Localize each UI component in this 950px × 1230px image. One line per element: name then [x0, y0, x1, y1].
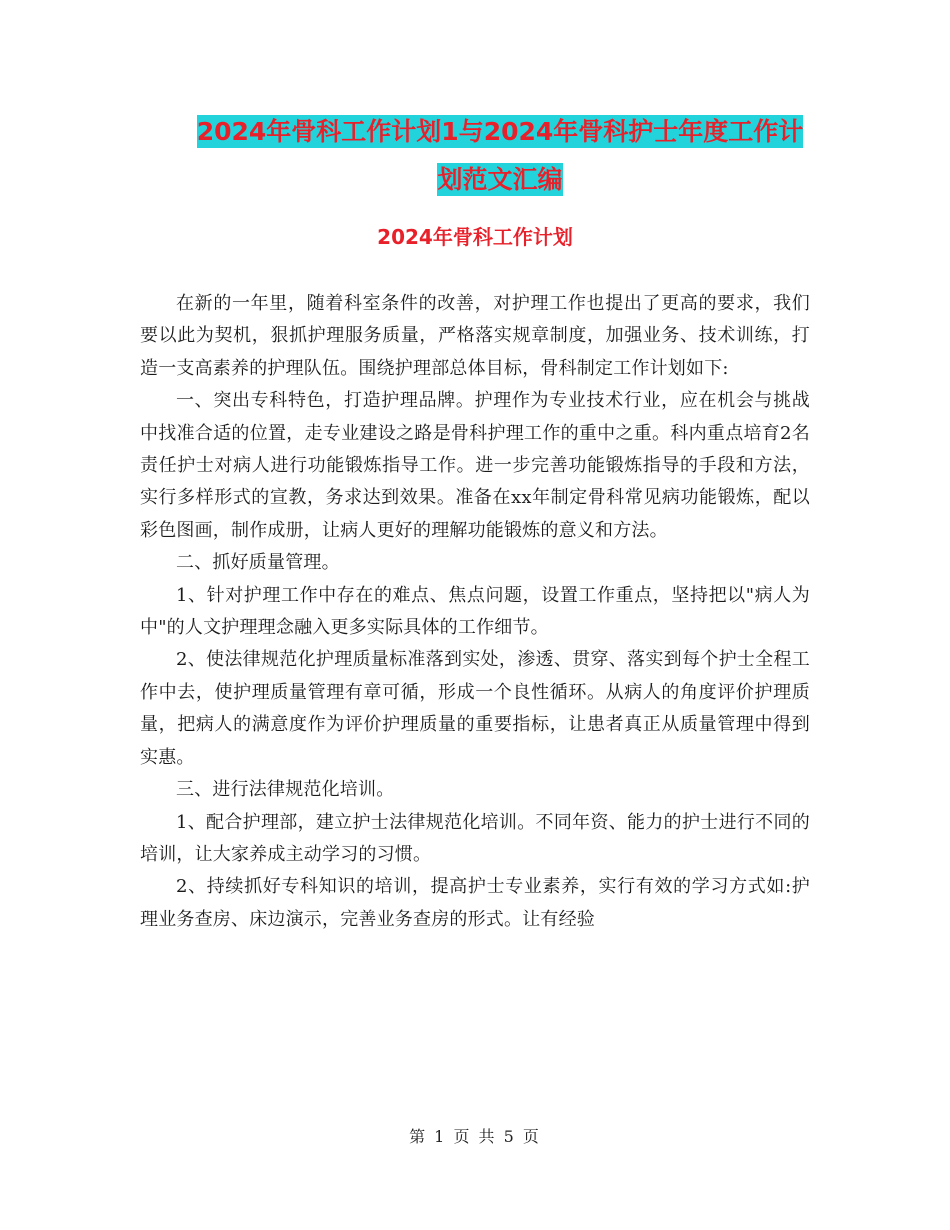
paragraph: 一、突出专科特色，打造护理品牌。护理作为专业技术行业，应在机会与挑战中找准合适的位置，走专业建设之路是骨科护理工作的重中之重。科内重点培育2名责任护士对病人进行功能锻炼指导工作。进一步完善功能锻炼指导的手段和方法，实行多样形式的宣教，务求达到效果。准备在xx年制定骨科常见病功能锻炼，配以彩色图画，制作成册，让病人更好的理解功能锻炼的意义和方法。	[140, 390, 810, 541]
document-title-line-2: 划范文汇编	[437, 165, 563, 194]
paragraph: 2、持续抓好专科知识的培训，提高护士专业素养，实行有效的学习方式如:护理业务查房、床边演示，完善业务查房的形式。让有经验	[140, 876, 810, 930]
paragraph: 2、使法律规范化护理质量标准落到实处，渗透、贯穿、落实到每个护士全程工作中去，使护理质量管理有章可循，形成一个良性循环。从病人的角度评价护理质量，把病人的满意度作为评价护理质量的重要指标，让患者真正从质量管理中得到实惠。	[140, 649, 810, 768]
paragraph: 在新的一年里，随着科室条件的改善，对护理工作也提出了更高的要求，我们要以此为契机，狠抓护理服务质量，严格落实规章制度，加强业务、技术训练，打造一支高素养的护理队伍。围绕护理部总体目标，骨科制定工作计划如下:	[140, 293, 810, 379]
document-title-line-1: 2024年骨科工作计划1与2024年骨科护士年度工作计	[196, 117, 804, 146]
document-title	[120, 108, 880, 204]
paragraph: 三、进行法律规范化培训。	[176, 779, 395, 801]
page-number-footer: 第 1 页 共 5 页	[409, 1127, 541, 1146]
paragraph: 二、抓好质量管理。	[176, 552, 340, 574]
document-body	[140, 288, 810, 936]
paragraph: 1、配合护理部，建立护士法律规范化培训。不同年资、能力的护士进行不同的培训，让大家养成主动学习的习惯。	[140, 811, 810, 865]
paragraph: 1、针对护理工作中存在的难点、焦点问题，设置工作重点，坚持把以"病人为中"的人文护理理念融入更多实际具体的工作细节。	[140, 584, 810, 639]
section-heading: 2024年骨科工作计划	[377, 225, 573, 249]
